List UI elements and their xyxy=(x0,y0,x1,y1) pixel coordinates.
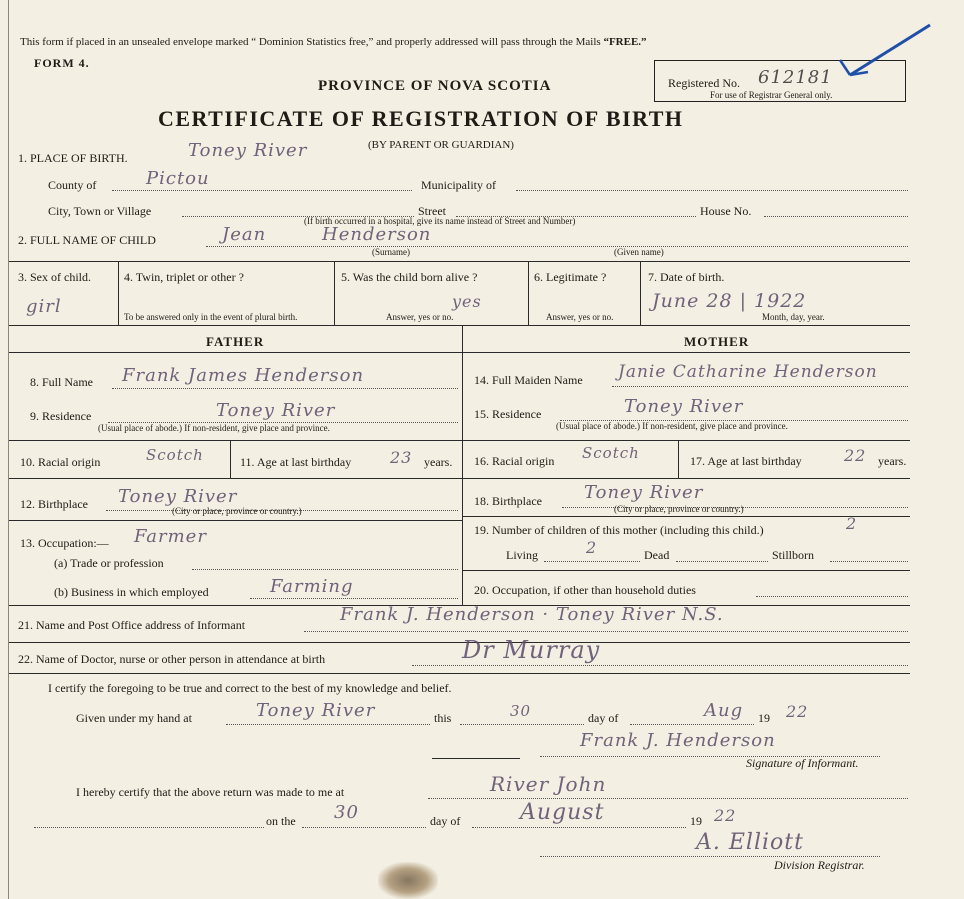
child-surname: Henderson xyxy=(322,224,432,245)
house-no-label: House No. xyxy=(700,204,752,218)
child-given-name: Jean xyxy=(222,224,267,245)
registration-number: 612181 xyxy=(758,67,833,88)
street-label: Street xyxy=(418,204,446,218)
father-racial-label: 10. Racial origin xyxy=(20,455,101,469)
given-name-caption: (Given name) xyxy=(614,247,664,257)
paper-stain xyxy=(378,862,438,899)
father-heading: FATHER xyxy=(206,334,265,349)
sex-label: 3. Sex of child. xyxy=(18,270,91,284)
given-place-value: Toney River xyxy=(256,700,376,721)
mother-racial-label: 16. Racial origin xyxy=(474,454,555,468)
mother-children-label: 19. Number of children of this mother (including this child.) xyxy=(474,523,764,537)
given-under-label: Given under my hand at xyxy=(76,711,192,725)
given-month-value: Aug xyxy=(704,700,744,721)
dob-label: 7. Date of birth. xyxy=(648,270,725,284)
given-year-value: 22 xyxy=(786,702,809,721)
dob-value: June 28 | 1922 xyxy=(652,290,807,312)
twin-note: To be answered only in the event of plural birth. xyxy=(124,312,298,322)
living-label: Living xyxy=(506,548,538,562)
registration-note: For use of Registrar General only. xyxy=(710,90,833,100)
child-name-label: 2. FULL NAME OF CHILD xyxy=(18,233,156,247)
legitimate-note: Answer, yes or no. xyxy=(546,312,614,322)
mail-notice-free: “FREE.” xyxy=(603,36,647,48)
surname-caption: (Surname) xyxy=(372,247,410,257)
county-label: County of xyxy=(48,178,97,192)
legitimate-label: 6. Legitimate ? xyxy=(534,270,607,284)
father-name-label: 8. Full Name xyxy=(30,375,93,389)
twin-label: 4. Twin, triplet or other ? xyxy=(124,270,244,284)
place-of-birth-label: 1. PLACE OF BIRTH. xyxy=(18,151,128,165)
certificate-title: CERTIFICATE OF REGISTRATION OF BIRTH xyxy=(158,106,684,131)
mother-birthplace-label: 18. Birthplace xyxy=(474,494,542,508)
father-age-label: 11. Age at last birthday xyxy=(240,455,352,469)
municipality-label: Municipality of xyxy=(421,178,496,192)
this-label: this xyxy=(434,711,452,725)
mother-occupation-label: 20. Occupation, if other than household duties xyxy=(474,583,696,597)
informant-signature: Frank J. Henderson xyxy=(580,730,776,751)
father-occupation-label: 13. Occupation:— xyxy=(20,536,109,550)
registrar-statement: I hereby certify that the above return was made to me at xyxy=(76,785,345,799)
mail-notice xyxy=(20,36,647,48)
on-the-label: on the xyxy=(266,814,296,828)
certification-statement: I certify the foregoing to be true and correct to the best of my knowledge and belief. xyxy=(48,681,452,695)
dob-note: Month, day, year. xyxy=(762,312,825,322)
born-alive-label: 5. Was the child born alive ? xyxy=(341,270,478,284)
father-birthplace-value: Toney River xyxy=(118,486,238,507)
informant-value: Frank J. Henderson · Toney River N.S. xyxy=(340,604,724,625)
father-age-value: 23 xyxy=(390,448,413,467)
mother-age-value: 22 xyxy=(844,446,867,465)
city-label: City, Town or Village xyxy=(48,204,152,218)
father-name-value: Frank James Henderson xyxy=(122,365,365,386)
father-business-value: Farming xyxy=(270,576,354,597)
attendant-label: 22. Name of Doctor, nurse or other person in attendance at birth xyxy=(18,652,326,666)
place-of-birth-value: Toney River xyxy=(188,140,308,161)
living-value: 2 xyxy=(586,538,598,557)
registrar-year-prefix: 19 xyxy=(690,814,702,828)
informant-label: 21. Name and Post Office address of Informant xyxy=(18,618,246,632)
registration-label: Registered No. xyxy=(668,76,740,90)
father-residence-note: (Usual place of abode.) If non-resident, give place and province. xyxy=(98,423,330,433)
informant-signature-caption: Signature of Informant. xyxy=(746,756,859,770)
registrar-day-of-label: day of xyxy=(430,814,461,828)
born-alive-value: yes xyxy=(452,292,482,311)
father-racial-value: Scotch xyxy=(146,446,204,464)
check-mark-icon xyxy=(820,20,940,90)
father-residence-label: 9. Residence xyxy=(30,409,92,423)
registrar-signature: A. Elliott xyxy=(696,830,804,855)
mail-notice-text: This form if placed in an unsealed envelope marked “ Dominion Statistics free,” and properly addressed will pass through the Mails xyxy=(20,36,601,48)
mother-name-label: 14. Full Maiden Name xyxy=(474,373,583,387)
father-birthplace-label: 12. Birthplace xyxy=(20,497,88,511)
dead-label: Dead xyxy=(644,548,670,562)
mother-residence-note: (Usual place of abode.) If non-resident, give place and province. xyxy=(556,421,788,431)
mother-residence-label: 15. Residence xyxy=(474,407,542,421)
given-year-prefix: 19 xyxy=(758,711,770,725)
mother-residence-value: Toney River xyxy=(624,396,744,417)
mother-age-label: 17. Age at last birthday xyxy=(690,454,802,468)
county-value: Pictou xyxy=(146,168,210,189)
sex-value: girl xyxy=(26,296,62,317)
registrar-year-value: 22 xyxy=(714,806,737,825)
registrar-caption: Division Registrar. xyxy=(774,858,865,872)
mother-name-value: Janie Catharine Henderson xyxy=(618,362,878,382)
born-alive-note: Answer, yes or no. xyxy=(386,312,454,322)
father-occupation-value: Farmer xyxy=(134,526,207,547)
form-number: FORM 4. xyxy=(34,56,90,70)
mother-racial-value: Scotch xyxy=(582,444,640,462)
province-heading: PROVINCE OF NOVA SCOTIA xyxy=(318,78,552,94)
hospital-note: (If birth occurred in a hospital, give its name instead of Street and Number) xyxy=(304,216,576,226)
mother-age-unit: years. xyxy=(878,454,907,468)
father-age-unit: years. xyxy=(424,455,453,469)
father-business-label: (b) Business in which employed xyxy=(54,585,209,599)
registrar-day-value: 30 xyxy=(334,802,359,823)
mother-birthplace-note: (City or place, province or country.) xyxy=(614,504,744,514)
father-residence-value: Toney River xyxy=(216,400,336,421)
father-birthplace-note: (City or place, province or country.) xyxy=(172,506,302,516)
given-day-of-label: day of xyxy=(588,711,619,725)
mother-heading: MOTHER xyxy=(684,334,750,349)
stillborn-label: Stillborn xyxy=(772,548,815,562)
certificate-subtitle: (BY PARENT OR GUARDIAN) xyxy=(368,139,514,151)
mother-children-value: 2 xyxy=(846,514,858,533)
father-trade-label: (a) Trade or profession xyxy=(54,556,164,570)
registrar-month-value: August xyxy=(520,800,605,825)
registrar-place-value: River John xyxy=(490,772,607,796)
attendant-value: Dr Murray xyxy=(462,636,601,664)
mother-birthplace-value: Toney River xyxy=(584,482,704,503)
given-day-value: 30 xyxy=(510,702,532,720)
